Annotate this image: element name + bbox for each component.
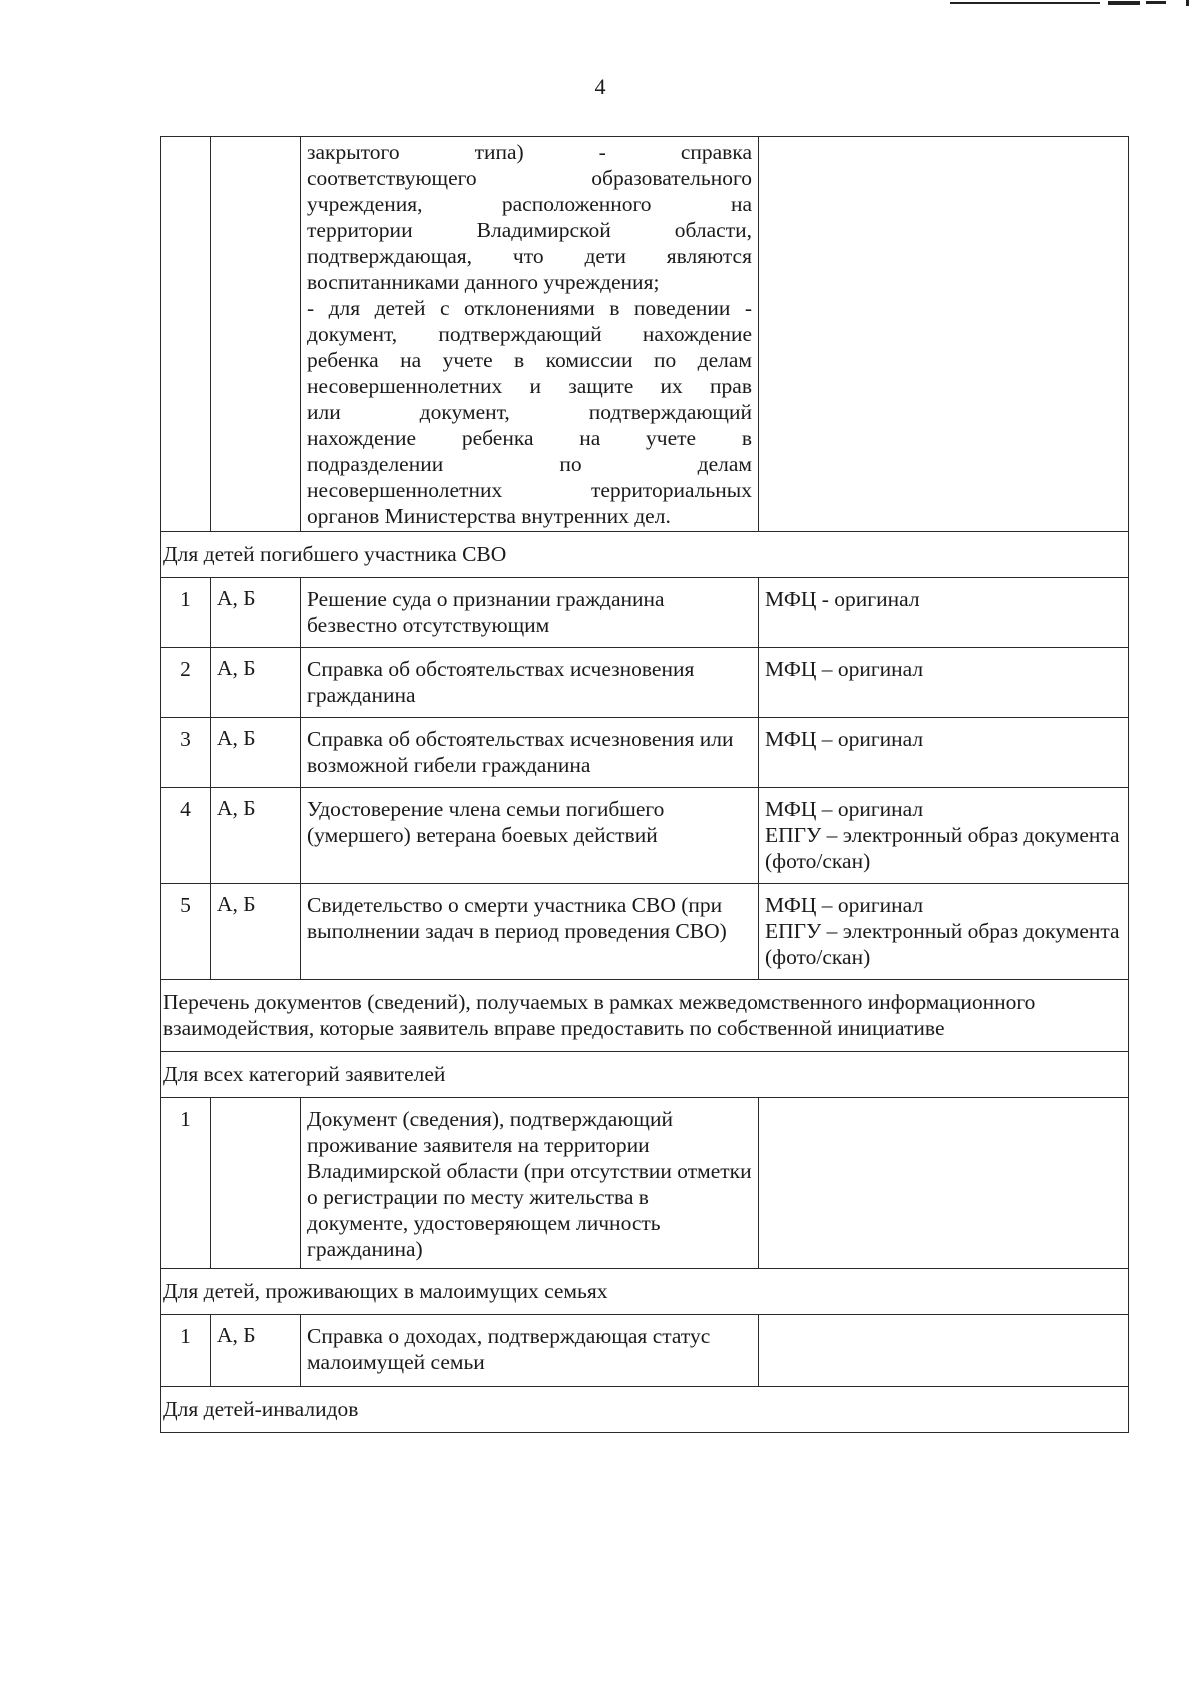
cell-text	[301, 137, 759, 532]
text-line: или документ, подтверждающий	[307, 400, 752, 424]
cell-source	[759, 788, 1129, 884]
source-line: МФЦ – оригинал	[765, 797, 924, 821]
page-number: 4	[594, 74, 606, 99]
cell-group: А, Б	[211, 1315, 301, 1387]
section-heading-row	[161, 1052, 1129, 1098]
cell-num: 1	[161, 1098, 211, 1269]
table-row	[161, 578, 1129, 648]
text-line: нахождение ребенка на учете в	[307, 426, 752, 450]
section-heading-row	[161, 1387, 1129, 1433]
source-line: МФЦ – оригинал	[765, 657, 924, 681]
cell-text: Удостоверение члена семьи погибшего (умершего) ветерана боевых действий	[301, 788, 759, 884]
text-line: несовершеннолетних и защите их прав	[307, 374, 752, 398]
cell-text: Решение суда о признании гражданина безвестно отсутствующим	[301, 578, 759, 648]
cell-group: А, Б	[211, 648, 301, 718]
scan-artifact	[950, 0, 1200, 8]
source-line: МФЦ - оригинал	[765, 587, 920, 611]
text-line: подразделении по делам	[307, 452, 752, 476]
cell-source	[759, 578, 1129, 648]
continuation-text	[307, 139, 752, 529]
cell-num: 1	[161, 578, 211, 648]
text-line: соответствующего образовательного	[307, 166, 752, 190]
text-line: учреждения, расположенного на	[307, 192, 752, 216]
cell-source	[759, 884, 1129, 980]
cell-source	[759, 718, 1129, 788]
text-line: воспитанниками данного учреждения;	[307, 270, 660, 294]
cell-source	[759, 1098, 1129, 1269]
cell-source	[759, 137, 1129, 532]
cell-text: Справка об обстоятельствах исчезновения гражданина	[301, 648, 759, 718]
text-line: ребенка на учете в комиссии по делам	[307, 348, 752, 372]
text-line: документ, подтверждающий нахождение	[307, 322, 752, 346]
section-heading-row	[161, 532, 1129, 578]
table-row	[161, 137, 1129, 532]
cell-text: Справка об обстоятельствах исчезновения или возможной гибели гражданина	[301, 718, 759, 788]
text-line: органов Министерства внутренних дел.	[307, 504, 671, 528]
table-row	[161, 1315, 1129, 1387]
cell-group	[211, 137, 301, 532]
source-line: ЕПГУ – электронный образ документа (фото/скан)	[765, 823, 1120, 873]
text-line: - для детей с отклонениями в поведении -	[307, 296, 752, 320]
text-line: несовершеннолетних территориальных	[307, 478, 752, 502]
text-line: территории Владимирской области,	[307, 218, 752, 242]
section-heading-row	[161, 1269, 1129, 1315]
table-row	[161, 788, 1129, 884]
cell-text: Свидетельство о смерти участника СВО (при выполнении задач в период проведения СВО)	[301, 884, 759, 980]
section-heading-svo: Для детей погибшего участника СВО	[161, 532, 1129, 578]
cell-num: 5	[161, 884, 211, 980]
table-row	[161, 884, 1129, 980]
cell-num	[161, 137, 211, 532]
section-heading-lowincome: Для детей, проживающих в малоимущих семьях	[161, 1269, 1129, 1315]
cell-text: Справка о доходах, подтверждающая статус малоимущей семьи	[301, 1315, 759, 1387]
cell-num: 2	[161, 648, 211, 718]
section-heading-all: Для всех категорий заявителей	[161, 1052, 1129, 1098]
documents-table	[160, 136, 1129, 1433]
source-line: МФЦ – оригинал	[765, 727, 924, 751]
section-heading-interagency: Перечень документов (сведений), получаемых в рамках межведомственного информационного взаимодействия, которые заявитель вправе предоставить по собственной инициативе	[161, 980, 1129, 1052]
cell-group: А, Б	[211, 884, 301, 980]
cell-group	[211, 1098, 301, 1269]
cell-num: 4	[161, 788, 211, 884]
table-row	[161, 1098, 1129, 1269]
cell-source	[759, 1315, 1129, 1387]
table-row	[161, 718, 1129, 788]
text-line: закрытого типа) - справка	[307, 140, 752, 164]
text-line: подтверждающая, что дети являются	[307, 244, 752, 268]
section-heading-disabled: Для детей-инвалидов	[161, 1387, 1129, 1433]
cell-num: 3	[161, 718, 211, 788]
cell-source	[759, 648, 1129, 718]
table-row	[161, 648, 1129, 718]
cell-num: 1	[161, 1315, 211, 1387]
cell-group: А, Б	[211, 788, 301, 884]
source-line: ЕПГУ – электронный образ документа (фото/скан)	[765, 919, 1120, 969]
source-line: МФЦ – оригинал	[765, 893, 924, 917]
cell-group: А, Б	[211, 718, 301, 788]
section-heading-row	[161, 980, 1129, 1052]
cell-text: Документ (сведения), подтверждающий проживание заявителя на территории Владимирской области (при отсутствии отметки о регистрации по месту жительства в документе, удостоверяющем личность гражданина)	[301, 1098, 759, 1269]
cell-group: А, Б	[211, 578, 301, 648]
